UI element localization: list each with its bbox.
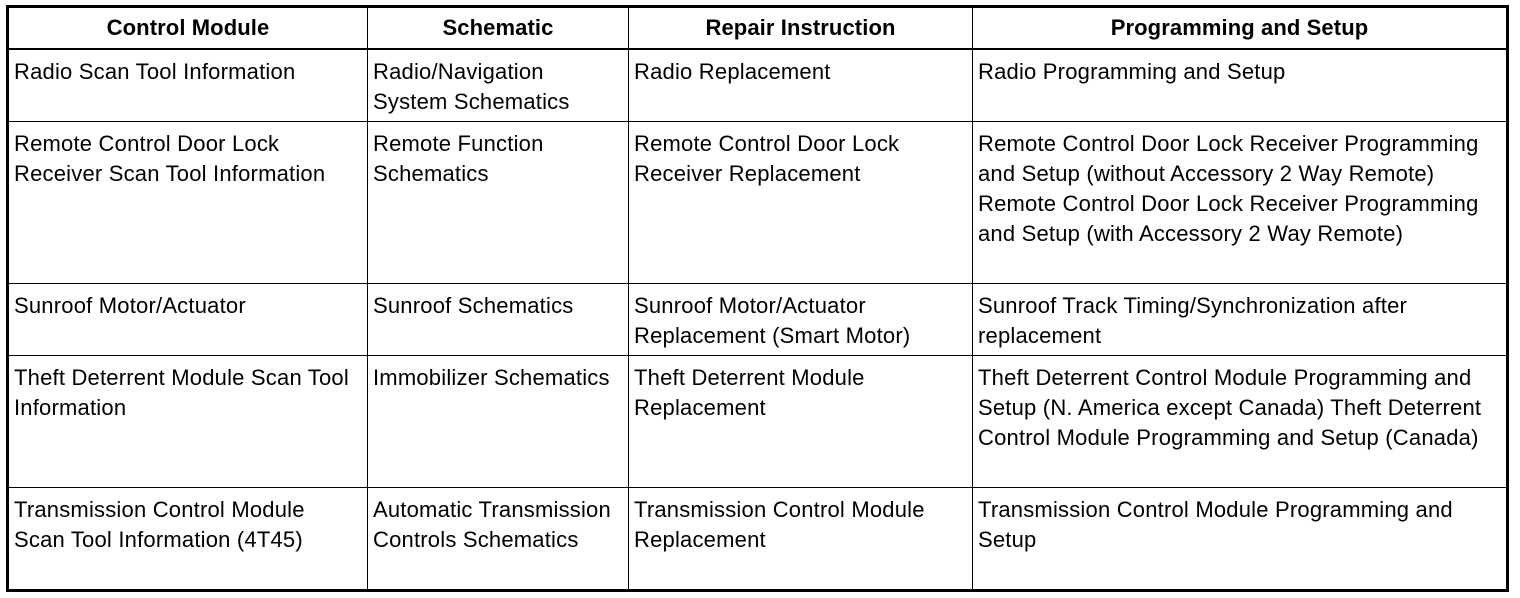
cell-schematic: Immobilizer Schematics: [368, 356, 629, 488]
cell-programming-setup: Sunroof Track Timing/Synchronization after replacement: [973, 284, 1508, 356]
cell-repair-instruction: Remote Control Door Lock Receiver Replacement: [629, 122, 973, 284]
table-row: [8, 284, 1508, 356]
cell-schematic: Automatic Transmission Controls Schematics: [368, 488, 629, 591]
cell-control-module: Radio Scan Tool Information: [8, 49, 368, 122]
cell-control-module: Sunroof Motor/Actuator: [8, 284, 368, 356]
cell-control-module: Theft Deterrent Module Scan Tool Information: [8, 356, 368, 488]
table-row: [8, 49, 1508, 122]
cell-control-module: Remote Control Door Lock Receiver Scan Tool Information: [8, 122, 368, 284]
cell-schematic: Sunroof Schematics: [368, 284, 629, 356]
cell-programming-setup: Remote Control Door Lock Receiver Programming and Setup (without Accessory 2 Way Remote) Remote Control Door Lock Receiver Programming and Setup (with Accessory 2 Way Remote): [973, 122, 1508, 284]
table-row: [8, 356, 1508, 488]
cell-repair-instruction: Theft Deterrent Module Replacement: [629, 356, 973, 488]
header-repair-instruction: Repair Instruction: [629, 7, 973, 50]
table-header-row: [8, 7, 1508, 50]
table-row: [8, 488, 1508, 591]
cell-repair-instruction: Sunroof Motor/Actuator Replacement (Smart Motor): [629, 284, 973, 356]
cell-programming-setup: Theft Deterrent Control Module Programming and Setup (N. America except Canada) Theft Deterrent Control Module Programming and Setup (Canada): [973, 356, 1508, 488]
header-control-module: Control Module: [8, 7, 368, 50]
control-module-reference-table: [6, 5, 1509, 592]
cell-repair-instruction: Radio Replacement: [629, 49, 973, 122]
cell-programming-setup: Radio Programming and Setup: [973, 49, 1508, 122]
header-programming-setup: Programming and Setup: [973, 7, 1508, 50]
cell-repair-instruction: Transmission Control Module Replacement: [629, 488, 973, 591]
cell-control-module: Transmission Control Module Scan Tool Information (4T45): [8, 488, 368, 591]
cell-programming-setup: Transmission Control Module Programming and Setup: [973, 488, 1508, 591]
cell-schematic: Radio/Navigation System Schematics: [368, 49, 629, 122]
cell-schematic: Remote Function Schematics: [368, 122, 629, 284]
table-row: [8, 122, 1508, 284]
header-schematic: Schematic: [368, 7, 629, 50]
